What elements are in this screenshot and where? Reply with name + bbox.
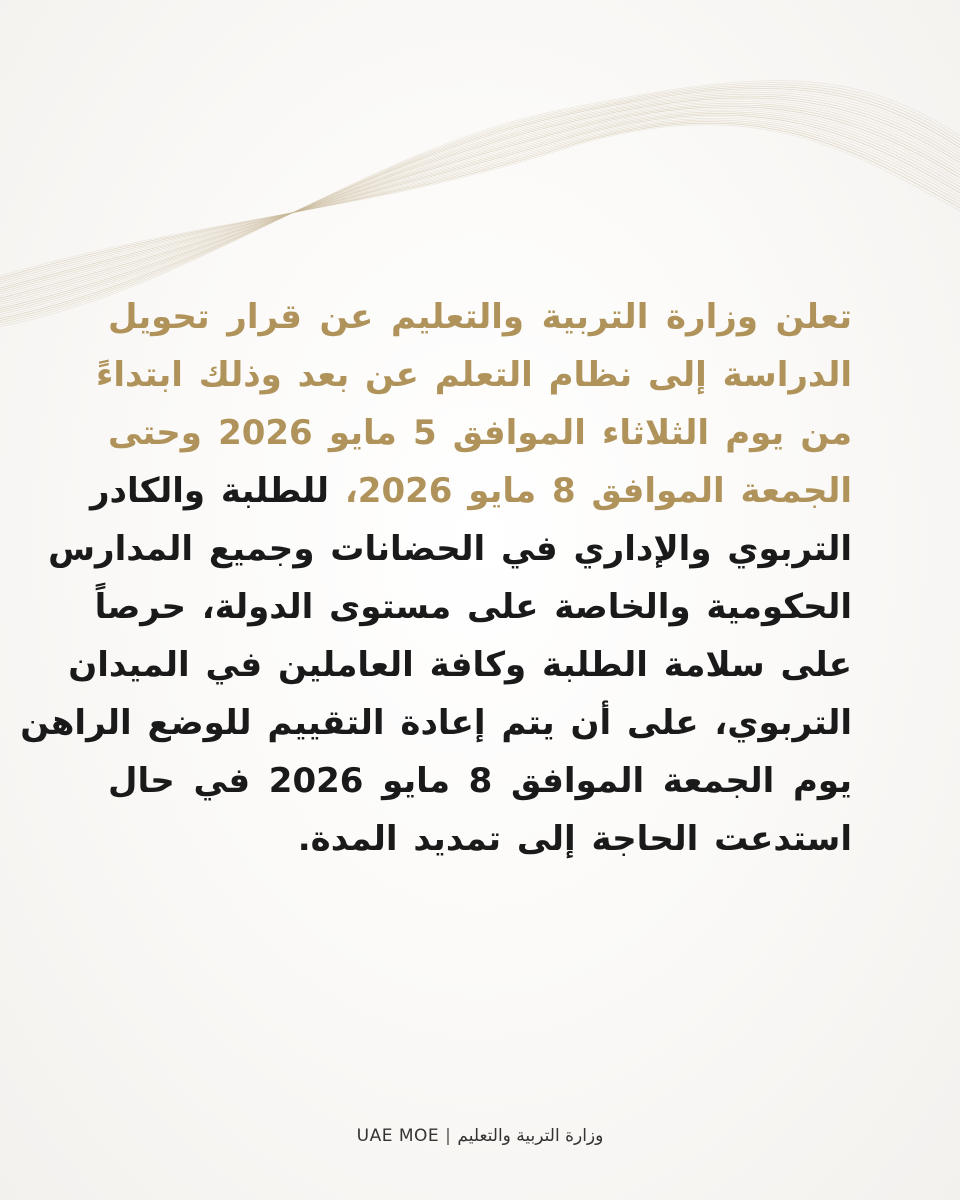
announcement-line [68, 636, 852, 694]
announcement-line [94, 578, 852, 636]
wave-line [0, 113, 960, 295]
announcement-line [89, 462, 852, 520]
wave-line [0, 123, 960, 284]
announcement-segment: التربوي والإداري في الحضانات وجميع المدارس [48, 529, 852, 569]
announcement-line [108, 752, 852, 810]
announcement-segment: من يوم الثلاثاء الموافق 5 مايو 2026 وحتى [108, 413, 852, 453]
footer-branding [0, 1126, 960, 1146]
announcement-segment: استدعت الحاجة إلى تمديد المدة. [297, 819, 852, 859]
announcement-segment: تعلن وزارة التربية والتعليم عن قرار تحويل [108, 297, 852, 337]
announcement-segment: التربوي، على أن يتم إعادة التقييم للوضع الراهن [20, 703, 852, 743]
announcement-text [20, 288, 852, 868]
announcement-segment: يوم الجمعة الموافق 8 مايو 2026 في حال [108, 761, 852, 801]
announcement-line [48, 520, 852, 578]
footer-brand-arabic: وزارة التربية والتعليم [457, 1126, 604, 1146]
announcement-line [20, 694, 852, 752]
announcement-segment: الحكومية والخاصة على مستوى الدولة، حرصاً [94, 587, 852, 627]
announcement-segment: الجمعة الموافق 8 مايو 2026، [344, 471, 852, 511]
announcement-segment: على سلامة الطلبة وكافة العاملين في الميدان [68, 645, 852, 685]
announcement-line [108, 288, 852, 346]
footer-brand-english: UAE MOE [356, 1126, 440, 1146]
announcement-line [108, 810, 852, 868]
wave-line [0, 100, 960, 311]
wave-line [0, 122, 960, 286]
footer-divider: | [445, 1126, 452, 1146]
announcement-segment: الدراسة إلى نظام التعلم عن بعد وذلك ابتداءً [95, 355, 852, 395]
announcement-line [108, 404, 852, 462]
wave-line [0, 90, 960, 320]
wave-line [0, 92, 960, 318]
announcement-line [95, 346, 852, 404]
announcement-segment: للطلبة والكادر [89, 471, 345, 511]
